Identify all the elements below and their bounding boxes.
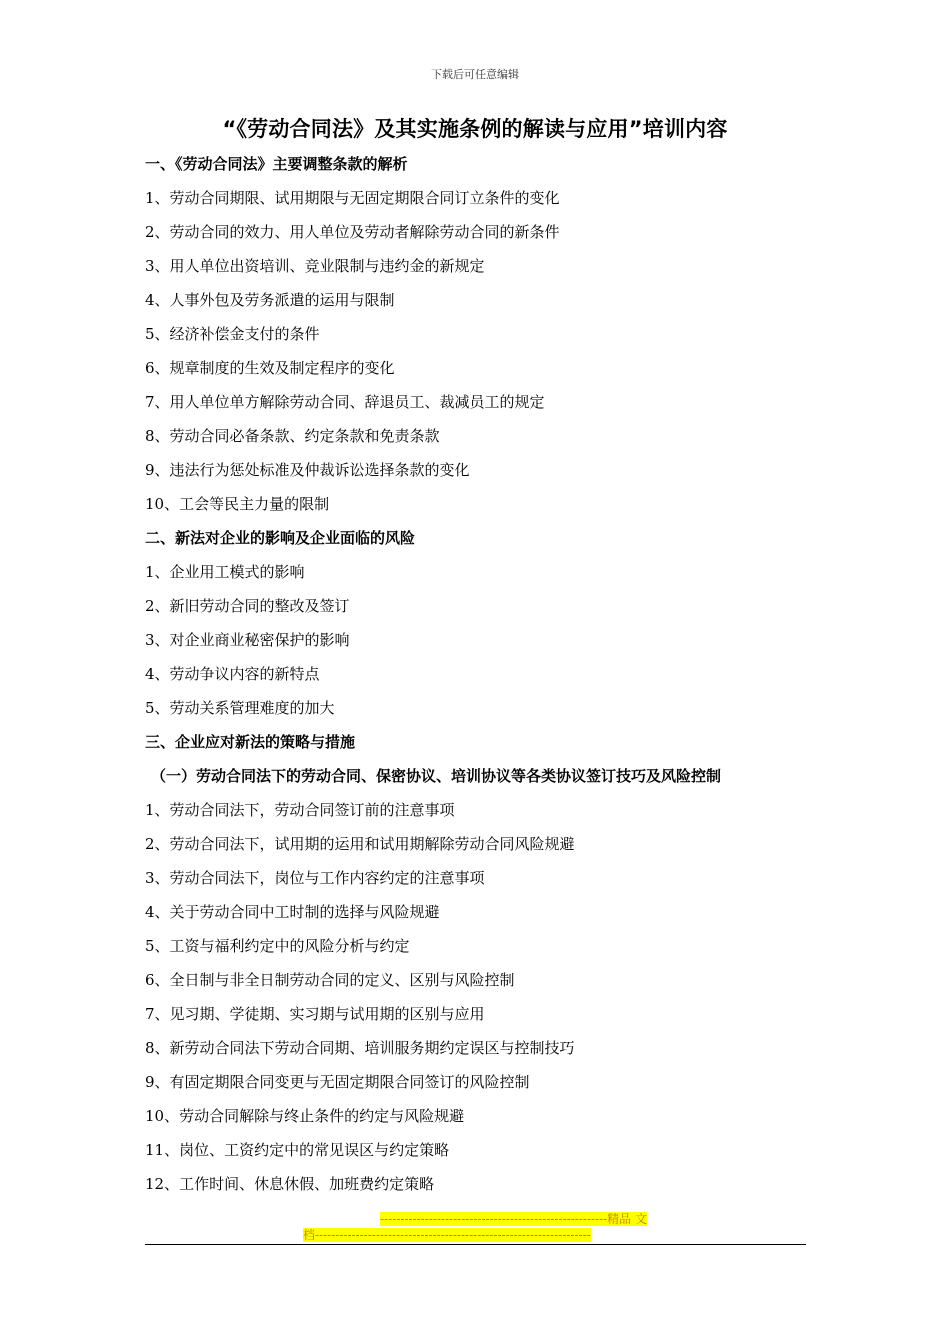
list-item: 9、违法行为惩处标准及仲裁诉讼选择条款的变化: [145, 461, 470, 479]
list-item: 4、关于劳动合同中工时制的选择与风险规避: [145, 903, 440, 921]
list-item: 8、新劳动合同法下劳动合同期、培训服务期约定误区与控制技巧: [145, 1039, 575, 1057]
document-title: “《劳动合同法》及其实施条例的解读与应用”培训内容: [222, 117, 728, 141]
list-item: 2、劳动合同法下，试用期的运用和试用期解除劳动合同风险规避: [145, 835, 575, 853]
list-item: 4、劳动争议内容的新特点: [145, 665, 320, 683]
list-item: 4、人事外包及劳务派遣的运用与限制: [145, 291, 395, 309]
list-item: 1、企业用工模式的影响: [145, 563, 305, 581]
footer-divider: [145, 1244, 806, 1245]
list-item: 10、工会等民主力量的限制: [145, 495, 330, 513]
list-item: 5、劳动关系管理难度的加大: [145, 699, 335, 717]
list-item: 2、劳动合同的效力、用人单位及劳动者解除劳动合同的新条件: [145, 223, 560, 241]
list-item: 7、见习期、学徒期、实习期与试用期的区别与应用: [145, 1005, 485, 1023]
list-item: 5、工资与福利约定中的风险分析与约定: [145, 937, 410, 955]
list-item: 2、新旧劳动合同的整改及签订: [145, 597, 350, 615]
list-item: 9、有固定期限合同变更与无固定期限合同签订的风险控制: [145, 1073, 530, 1091]
section-heading: 一、《劳动合同法》主要调整条款的解析: [145, 155, 408, 173]
footer-line-1: --------------------------------------------------------精品 文: [380, 1212, 647, 1226]
list-item: 12、工作时间、休息休假、加班费约定策略: [145, 1175, 435, 1193]
section-heading: 二、新法对企业的影响及企业面临的风险: [145, 529, 416, 547]
list-item: 8、劳动合同必备条款、约定条款和免责条款: [145, 427, 440, 445]
list-item: 6、全日制与非全日制劳动合同的定义、区别与风险控制: [145, 971, 515, 989]
list-item: 11、岗位、工资约定中的常见误区与约定策略: [145, 1141, 450, 1159]
list-item: 1、劳动合同期限、试用期限与无固定期限合同订立条件的变化: [145, 189, 560, 207]
list-item: 5、经济补偿金支付的条件: [145, 325, 320, 343]
list-item: 3、劳动合同法下，岗位与工作内容约定的注意事项: [145, 869, 485, 887]
header-note: 下载后可任意编辑: [431, 68, 519, 81]
footer-line-2: 档--------------------------------------------------------------------: [303, 1228, 591, 1242]
subsection-heading: （一）劳动合同法下的劳动合同、保密协议、培训协议等各类协议签订技巧及风险控制: [151, 767, 722, 785]
list-item: 10、劳动合同解除与终止条件的约定与风险规避: [145, 1107, 465, 1125]
footer-watermark: [303, 1211, 647, 1243]
list-item: 3、用人单位出资培训、竞业限制与违约金的新规定: [145, 257, 485, 275]
section-heading: 三、企业应对新法的策略与措施: [145, 733, 356, 751]
document-body: [145, 152, 815, 1206]
list-item: 7、用人单位单方解除劳动合同、辞退员工、裁减员工的规定: [145, 393, 545, 411]
list-item: 3、对企业商业秘密保护的影响: [145, 631, 350, 649]
list-item: 1、劳动合同法下，劳动合同签订前的注意事项: [145, 801, 455, 819]
list-item: 6、规章制度的生效及制定程序的变化: [145, 359, 395, 377]
